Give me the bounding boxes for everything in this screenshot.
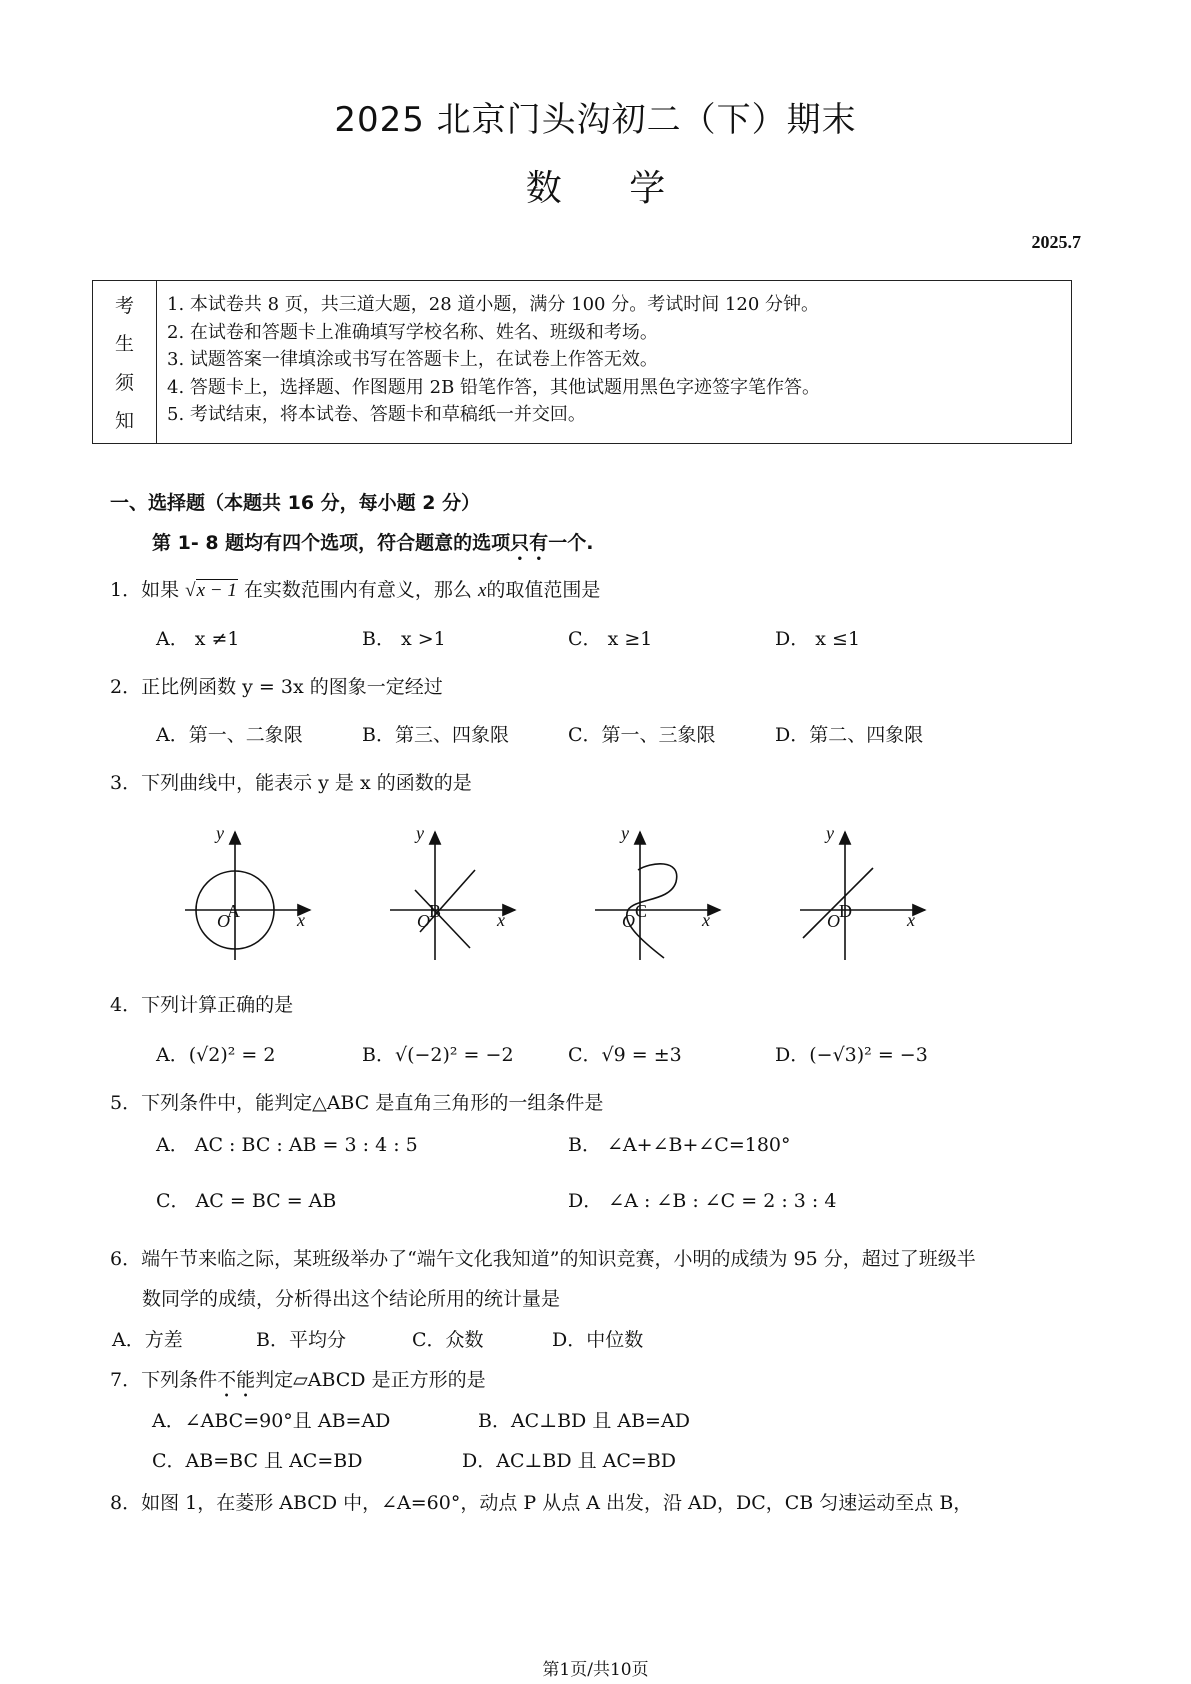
q5-option-d: D． ∠A : ∠B : ∠C = 2 : 3 : 4 [568,1190,837,1212]
q1-option-b: B． x >1 [362,628,446,650]
instruction-emphasis: 只有 [510,532,549,554]
q1-post: 在实数范围内有意义，那么 [243,579,472,601]
q2-option-b: B．第三、四象限 [362,724,509,746]
origin-label: O [217,911,230,931]
q1-option-c: C． x ≥1 [568,628,653,650]
page-title: 2025 北京门头沟初二（下）期末 [334,100,857,140]
q7-pre: 7．下列条件 [110,1369,218,1391]
notice-item: 5. 考试结束，将本试卷、答题卡和草稿纸一并交回。 [167,404,586,425]
q5-option-b: B． ∠A+∠B+∠C=180° [568,1134,791,1156]
q2-option-d: D．第二、四象限 [775,724,924,746]
exam-notice-box [92,280,1072,444]
q7-option-c: C．AB=BC 且 AC=BD [152,1450,363,1472]
q7-emphasis: 不能 [217,1369,256,1391]
notice-side-char: 须 [114,371,134,394]
q5-option-a: A． AC : BC : AB = 3 : 4 : 5 [156,1134,418,1156]
q1-end: 的取值范围是 [486,579,601,601]
q4-option-d: D．(−√3)² = −3 [775,1044,928,1066]
question-6-line-1: 6．端午节来临之际，某班级举办了“端午文化我知道”的知识竞赛，小明的成绩为 95 分，超过了班级半 [110,1248,976,1270]
q2-option-c: C．第一、三象限 [568,724,716,746]
q4-option-b: B．√(−2)² = −2 [362,1044,514,1066]
q7-post: 判定▱ABCD 是正方形的是 [255,1369,486,1391]
graph-a [185,823,310,960]
q2-option-a: A．第一、二象限 [156,724,303,746]
question-6-line-2: 数同学的成绩，分析得出这个结论所用的统计量是 [142,1288,561,1310]
notice-items [167,291,820,429]
q3-graphs [180,820,1040,965]
notice-item: 1. 本试卷共 8 页，共三道大题，28 道小题，满分 100 分。考试时间 120 分钟。 [167,294,820,315]
q1-option-a: A． x ≠1 [156,628,240,650]
origin-label: O [827,911,840,931]
q7-option-a: A．∠ABC=90°且 AB=AD [152,1410,391,1432]
question-5: 5．下列条件中，能判定△ABC 是直角三角形的一组条件是 [110,1092,604,1114]
notice-side-label [93,281,157,443]
q4-option-a: A．(√2)² = 2 [156,1044,276,1066]
question-7 [110,1365,486,1402]
graph-d [800,823,925,960]
q1-pre: 如果 [141,579,180,601]
notice-item: 2. 在试卷和答题卡上准确填写学校名称、姓名、班级和考场。 [167,321,658,343]
q7-option-b: B．AC⊥BD 且 AB=AD [478,1410,690,1432]
graph-c [595,823,720,960]
q1-var: x [477,580,487,601]
question-2: 2．正比例函数 y = 3x 的图象一定经过 [110,676,443,698]
axis-x-label: x [907,910,915,930]
graph-letter: B [429,901,442,921]
axis-x-label: x [702,910,710,930]
subject-title: 数 学 [525,168,666,209]
page-number: 第1页/共10页 [542,1660,649,1680]
q4-option-c: C．√9 = ±3 [568,1044,682,1066]
graph-letter: A [227,901,240,921]
graph-letter: D [839,901,852,921]
notice-side-char: 知 [114,410,134,433]
q7-option-d: D．AC⊥BD 且 AC=BD [462,1450,677,1472]
instruction-text: 第 1- 8 题均有四个选项，符合题意的选项 [152,532,511,554]
section-instruction [152,528,593,565]
origin-label: O [622,911,635,931]
question-4: 4．下列计算正确的是 [110,994,294,1016]
instruction-text-end: 一个. [548,532,594,554]
exam-date: 2025.7 [1031,232,1081,252]
graph-b [390,823,515,960]
q1-option-d: D． x ≤1 [775,628,861,650]
q1-radicand: x − 1 [196,580,237,601]
notice-side-char: 生 [114,333,134,356]
q6-option-c: C．众数 [412,1329,484,1351]
origin-label: O [417,911,430,931]
q6-option-d: D．中位数 [552,1329,644,1351]
question-1: 1．如果 √x − 1 在实数范围内有意义，那么 x的取值范围是 [110,579,601,601]
question-number: 1． [110,579,142,601]
notice-side-char: 考 [114,294,134,317]
axis-y-label: y [216,823,224,843]
notice-item: 4. 答题卡上，选择题、作图题用 2B 铅笔作答，其他试题用黑色字迹签字笔作答。 [167,376,821,398]
axis-x-label: x [497,910,505,930]
axis-y-label: y [621,823,629,843]
question-3: 3．下列曲线中，能表示 y 是 x 的函数的是 [110,772,472,794]
notice-item: 3. 试题答案一律填涂或书写在答题卡上，在试卷上作答无效。 [167,349,658,370]
section-heading: 一、选择题（本题共 16 分，每小题 2 分） [110,492,481,514]
axis-y-label: y [826,823,834,843]
q5-option-c: C． AC = BC = AB [156,1190,337,1212]
q6-option-b: B．平均分 [256,1329,346,1351]
axis-x-label: x [297,910,305,930]
q6-option-a: A．方差 [112,1329,183,1351]
graph-letter: C [635,901,648,921]
question-8: 8．如图 1，在菱形 ABCD 中，∠A=60°，动点 P 从点 A 出发，沿 AD，DC，CB 匀速运动至点 B， [110,1492,973,1514]
axis-y-label: y [416,823,424,843]
